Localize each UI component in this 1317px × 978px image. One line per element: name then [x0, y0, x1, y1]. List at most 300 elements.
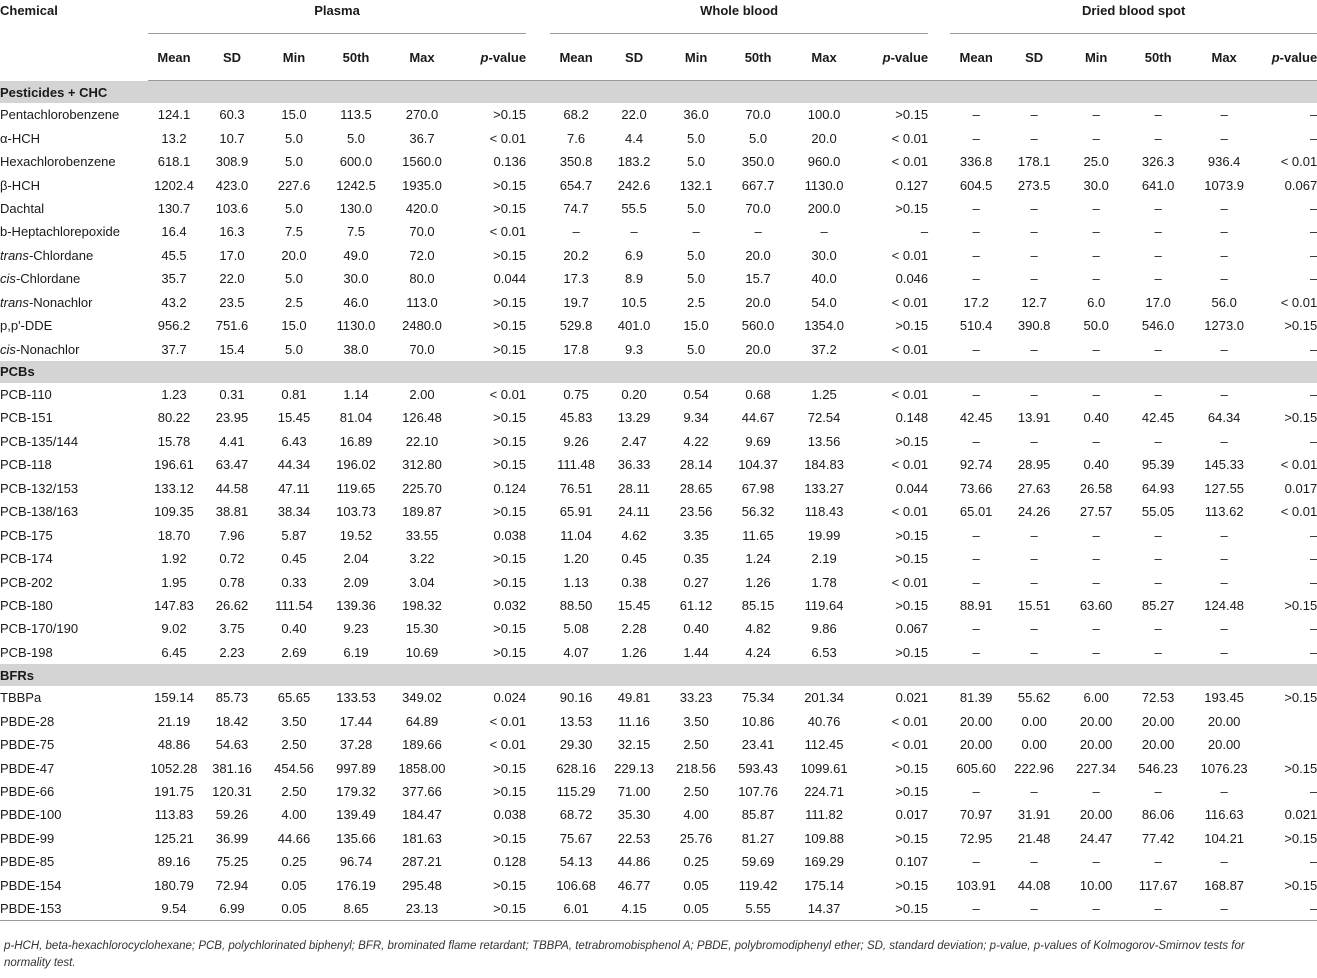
stat-header: SD	[1002, 34, 1066, 81]
value-cell: 159.14	[154, 690, 194, 706]
p-value-cell: < 0.01	[891, 130, 929, 146]
p-value-cell: >0.15	[493, 341, 527, 357]
value-cell: 23.41	[741, 737, 775, 753]
column-gap	[928, 126, 950, 149]
column-gap	[526, 291, 550, 314]
section-header-row	[0, 664, 1317, 686]
value-cell: –	[972, 527, 980, 543]
table-row	[0, 641, 1317, 664]
value-cell: 7.5	[284, 224, 304, 240]
value-cell: 1202.4	[154, 177, 194, 193]
value-cell: 12.7	[1021, 294, 1047, 310]
value-cell: 35.30	[617, 807, 651, 823]
column-gap	[928, 710, 950, 733]
value-cell: 0.25	[281, 854, 307, 870]
p-value-cell: >0.15	[493, 830, 527, 846]
value-cell: –	[692, 224, 700, 240]
value-cell: 61.12	[679, 597, 713, 613]
value-cell: 27.63	[1017, 480, 1051, 496]
value-cell: 18.70	[157, 527, 191, 543]
chemical-name: TBBPa	[0, 690, 42, 706]
chemical-name: PCB-135/144	[0, 433, 79, 449]
value-cell: –	[1092, 854, 1100, 870]
stat-header: Mean	[950, 34, 1002, 81]
value-cell: 25.0	[1083, 154, 1109, 170]
chemical-base-name: Chlordane	[33, 247, 94, 263]
value-cell: 63.47	[215, 457, 249, 473]
value-cell: 2.23	[219, 644, 245, 660]
column-gap	[526, 126, 550, 149]
value-cell: 103.73	[336, 504, 376, 520]
value-cell: 70.0	[745, 200, 771, 216]
column-gap	[526, 547, 550, 570]
value-cell: 44.34	[277, 457, 311, 473]
column-gap	[526, 430, 550, 453]
p-value-cell: –	[1309, 784, 1317, 800]
value-cell: –	[1190, 897, 1258, 921]
value-cell: –	[1030, 433, 1038, 449]
value-cell: 17.0	[219, 247, 245, 263]
value-cell: –	[1092, 784, 1100, 800]
p-value-cell: < 0.01	[891, 574, 929, 590]
value-cell: 70.0	[409, 341, 435, 357]
value-cell: –	[1220, 644, 1228, 660]
value-cell: 15.51	[1017, 597, 1051, 613]
value-cell: –	[972, 271, 980, 287]
table-row	[0, 103, 1317, 126]
value-cell: –	[1220, 551, 1228, 567]
value-cell: 60.3	[219, 107, 245, 123]
column-gap	[928, 686, 950, 709]
p-value-cell: >0.15	[493, 574, 527, 590]
value-cell: –	[1154, 387, 1162, 403]
value-cell: –	[1030, 341, 1038, 357]
chemical-name: PBDE-66	[0, 784, 55, 800]
value-cell: 3.35	[683, 527, 709, 543]
value-cell: 106.68	[556, 877, 596, 893]
p-value-cell: 0.021	[895, 690, 929, 706]
chemical-header: Chemical	[0, 3, 58, 18]
value-cell: 117.67	[1138, 877, 1178, 893]
p-value-cell: < 0.01	[1280, 154, 1317, 170]
value-cell: 0.27	[683, 574, 709, 590]
stat-header: Mean	[148, 34, 200, 81]
plasma-header: Plasma	[148, 3, 526, 34]
value-cell: 4.62	[621, 527, 647, 543]
value-cell: 55.62	[1017, 690, 1051, 706]
p-value-cell: >0.15	[493, 200, 527, 216]
stat-header: SD	[602, 34, 666, 81]
value-cell: 1.14	[343, 387, 369, 403]
table-row	[0, 570, 1317, 593]
value-cell: 0.00	[1021, 737, 1047, 753]
value-cell: 10.86	[741, 713, 775, 729]
value-cell: 3.04	[409, 574, 435, 590]
value-cell: –	[1154, 433, 1162, 449]
value-cell: –	[1092, 224, 1100, 240]
table-body	[0, 81, 1317, 921]
value-cell: 7.6	[567, 130, 586, 146]
value-cell: 0.40	[1083, 410, 1109, 426]
value-cell: 6.53	[811, 644, 837, 660]
value-cell: –	[1002, 897, 1066, 921]
value-cell: 350.0	[741, 154, 775, 170]
value-cell: 13.29	[617, 410, 651, 426]
value-cell: 28.11	[618, 480, 650, 496]
value-cell: 222.96	[1014, 760, 1055, 776]
value-cell: 104.37	[738, 457, 778, 473]
value-cell: –	[754, 224, 762, 240]
value-cell: 22.53	[617, 830, 651, 846]
value-cell: 1935.0	[402, 177, 442, 193]
value-cell: 18.42	[215, 713, 249, 729]
stat-header: p-value	[456, 34, 526, 81]
value-cell: 20.00	[1079, 737, 1113, 753]
value-cell: 17.8	[563, 341, 589, 357]
value-cell: –	[1154, 224, 1162, 240]
value-cell: 72.95	[959, 830, 993, 846]
value-cell: 654.7	[559, 177, 593, 193]
value-cell: 377.66	[402, 784, 442, 800]
column-gap	[526, 756, 550, 779]
value-cell: 604.5	[959, 177, 993, 193]
p-value-cell: < 0.01	[891, 737, 929, 753]
p-value-cell: –	[1309, 574, 1317, 590]
value-cell: 36.0	[683, 107, 709, 123]
value-cell: 111.82	[805, 807, 843, 823]
column-gap	[526, 523, 550, 546]
p-value-cell: < 0.01	[891, 713, 929, 729]
p-value-cell: 0.067	[895, 621, 929, 637]
table-row	[0, 150, 1317, 173]
value-cell: 20.0	[745, 341, 771, 357]
chemical-name: PCB-175	[0, 527, 53, 543]
value-cell: 54.13	[559, 854, 593, 870]
p-value-cell: >0.15	[895, 644, 929, 660]
value-cell: 176.19	[336, 877, 376, 893]
column-gap	[526, 780, 550, 803]
value-cell: –	[1220, 574, 1228, 590]
value-cell: 133.53	[336, 690, 376, 706]
value-cell: 1.13	[563, 574, 589, 590]
value-cell: 9.26	[563, 433, 589, 449]
value-cell: 3.75	[219, 621, 245, 637]
value-cell: 641.0	[1141, 177, 1175, 193]
column-gap	[526, 733, 550, 756]
value-cell: 401.0	[617, 318, 651, 334]
value-cell: –	[1154, 574, 1162, 590]
value-cell: –	[1220, 200, 1228, 216]
value-cell: 273.5	[1017, 177, 1051, 193]
value-cell: –	[1220, 341, 1228, 357]
p-value-cell: < 0.01	[489, 130, 527, 146]
group-header-row	[0, 3, 1317, 34]
column-gap	[928, 850, 950, 873]
value-cell: 112.45	[804, 737, 844, 753]
value-cell: 20.0	[281, 247, 307, 263]
p-value-cell: >0.15	[493, 318, 527, 334]
value-cell: 2.00	[409, 387, 435, 403]
p-value-cell: >0.15	[895, 760, 929, 776]
column-gap	[928, 267, 950, 290]
value-cell: 0.05	[666, 897, 726, 921]
table-row	[0, 314, 1317, 337]
p-value-cell: < 0.01	[489, 387, 527, 403]
value-cell: 92.74	[959, 457, 993, 473]
value-cell: 81.04	[339, 410, 373, 426]
value-cell: 628.16	[556, 760, 596, 776]
value-cell: 70.0	[409, 224, 435, 240]
column-gap	[526, 617, 550, 640]
p-value-cell: >0.15	[493, 621, 527, 637]
column-gap	[526, 874, 550, 897]
value-cell: 0.81	[281, 387, 307, 403]
value-cell: 44.58	[215, 480, 249, 496]
chemical-name	[0, 267, 148, 290]
value-cell: 1.23	[161, 387, 187, 403]
value-cell: 936.4	[1207, 154, 1241, 170]
value-cell: 1.92	[161, 551, 187, 567]
value-cell: 1273.0	[1204, 318, 1245, 334]
value-cell: 95.39	[1141, 457, 1175, 473]
chemical-name: β-HCH	[0, 177, 40, 193]
p-value-cell: >0.15	[493, 644, 527, 660]
value-cell: –	[1030, 271, 1038, 287]
p-value-cell: >0.15	[895, 200, 929, 216]
value-cell: 1858.00	[398, 760, 446, 776]
p-value-cell: < 0.01	[489, 737, 527, 753]
column-gap	[526, 337, 550, 360]
value-cell: 4.24	[745, 644, 771, 660]
value-cell: 33.55	[405, 527, 439, 543]
p-value-cell: –	[1309, 551, 1317, 567]
value-cell: 1076.23	[1200, 760, 1248, 776]
value-cell: –	[972, 387, 980, 403]
value-cell: 15.78	[157, 433, 191, 449]
p-value-cell: –	[1309, 130, 1317, 146]
chemical-name	[0, 291, 148, 314]
value-cell: 113.0	[406, 294, 438, 310]
value-cell: 0.45	[621, 551, 647, 567]
value-cell: 23.95	[215, 410, 249, 426]
value-cell: 17.2	[963, 294, 989, 310]
value-cell: –	[1154, 621, 1162, 637]
column-gap	[928, 337, 950, 360]
value-cell: 23.5	[219, 294, 245, 310]
value-cell: 2.5	[284, 294, 304, 310]
value-cell: 38.34	[277, 504, 311, 520]
stat-header: Max	[388, 34, 456, 81]
value-cell: 36.7	[409, 130, 435, 146]
value-cell: 130.0	[339, 200, 373, 216]
value-cell: 139.49	[336, 807, 376, 823]
table-row	[0, 337, 1317, 360]
value-cell: –	[1030, 247, 1038, 263]
value-cell: 103.6	[215, 200, 249, 216]
chemical-name: p,p'-DDE	[0, 318, 53, 334]
value-cell: 0.38	[621, 574, 647, 590]
chemical-name: PBDE-75	[0, 737, 55, 753]
value-cell: 65.91	[559, 504, 593, 520]
value-cell: 0.45	[281, 551, 307, 567]
p-value-cell: –	[1309, 433, 1317, 449]
value-cell: 37.2	[811, 341, 837, 357]
value-cell: 15.0	[281, 318, 307, 334]
value-cell: 0.00	[1021, 713, 1047, 729]
p-value-cell: >0.15	[895, 784, 929, 800]
value-cell: 8.65	[324, 897, 388, 921]
value-cell: 9.54	[148, 897, 200, 921]
value-cell: 22.0	[219, 271, 245, 287]
value-cell: 189.66	[402, 737, 442, 753]
value-cell: –	[1154, 341, 1162, 357]
value-cell: 2.28	[621, 621, 647, 637]
value-cell: 20.0	[745, 294, 771, 310]
value-cell: 10.69	[405, 644, 439, 660]
value-cell: –	[1030, 107, 1038, 123]
value-cell: 37.7	[161, 341, 187, 357]
table-row	[0, 197, 1317, 220]
chemical-name: PCB-170/190	[0, 621, 79, 637]
value-cell: 20.00	[1207, 713, 1241, 729]
value-cell: –	[1030, 200, 1038, 216]
p-value-cell: 0.044	[493, 271, 527, 287]
value-cell: 64.89	[405, 713, 439, 729]
value-cell: 0.25	[683, 854, 709, 870]
stat-header: 50th	[726, 34, 790, 81]
column-gap	[526, 850, 550, 873]
value-cell: 2.19	[811, 551, 837, 567]
value-cell: 37.28	[339, 737, 373, 753]
value-cell: 9.3	[625, 341, 644, 357]
column-gap	[928, 291, 950, 314]
column-gap	[526, 803, 550, 826]
stat-header: p-value	[1258, 34, 1317, 81]
column-gap	[526, 827, 550, 850]
value-cell: –	[1092, 247, 1100, 263]
column-gap	[526, 173, 550, 196]
value-cell: 68.2	[563, 107, 589, 123]
value-cell: 25.76	[679, 830, 713, 846]
value-cell: 20.2	[563, 247, 589, 263]
table-footnote: p-HCH, beta-hexachlorocyclohexane; PCB, polychlorinated biphenyl; BFR, brominated flame retardant; TBBPA, tetrabromobisphenol A; PBDE, polybromodiphenyl ether; SD, standard deviation; p-value, p-values of Kolmogorov-Smirnov tests for normality test.	[4, 940, 1245, 969]
column-gap	[928, 570, 950, 593]
table-row	[0, 710, 1317, 733]
value-cell: 15.45	[277, 410, 311, 426]
value-cell: 126.48	[402, 410, 442, 426]
value-cell: 77.42	[1141, 830, 1175, 846]
column-gap	[928, 803, 950, 826]
value-cell: –	[1154, 551, 1162, 567]
value-cell: 0.75	[563, 387, 589, 403]
p-value-cell: –	[1309, 271, 1317, 287]
value-cell: 17.3	[563, 271, 589, 287]
value-cell: –	[1220, 527, 1228, 543]
column-gap	[928, 547, 950, 570]
column-gap	[526, 244, 550, 267]
value-cell: –	[972, 784, 980, 800]
chemical-prefix: trans-	[0, 247, 34, 263]
chemical-name: b-Heptachlorepoxide	[0, 224, 120, 240]
p-value-cell: 0.024	[493, 690, 527, 706]
value-cell: –	[1030, 527, 1038, 543]
value-cell: 17.44	[339, 713, 373, 729]
value-cell: 21.19	[157, 713, 191, 729]
value-cell: 201.34	[804, 690, 844, 706]
chemical-name: PBDE-153	[0, 897, 148, 921]
value-cell: –	[972, 247, 980, 263]
p-value-cell: 0.067	[1284, 177, 1317, 193]
p-value-cell: –	[1309, 621, 1317, 637]
value-cell: –	[1154, 644, 1162, 660]
value-cell: 54.63	[215, 737, 249, 753]
table-row	[0, 897, 1317, 921]
value-cell: 287.21	[402, 854, 442, 870]
value-cell: 15.45	[617, 597, 651, 613]
value-cell: –	[972, 621, 980, 637]
value-cell: 30.0	[343, 271, 369, 287]
value-cell: 38.81	[215, 504, 249, 520]
column-gap	[526, 641, 550, 664]
value-cell: 19.7	[563, 294, 589, 310]
value-cell: 3.50	[281, 713, 307, 729]
value-cell: –	[972, 854, 980, 870]
value-cell: 2.50	[281, 784, 307, 800]
column-gap	[928, 523, 950, 546]
value-cell: –	[1030, 224, 1038, 240]
value-cell: –	[1030, 130, 1038, 146]
value-cell: –	[1154, 200, 1162, 216]
value-cell: 139.36	[336, 597, 376, 613]
table-row	[0, 291, 1317, 314]
value-cell: 75.25	[215, 854, 249, 870]
value-cell: 13.56	[807, 433, 841, 449]
table-row	[0, 803, 1317, 826]
value-cell: 127.55	[1204, 480, 1245, 496]
value-cell: 111.48	[557, 457, 595, 473]
p-value-cell: < 0.01	[891, 294, 929, 310]
value-cell: –	[1220, 224, 1228, 240]
value-cell: 0.05	[264, 897, 324, 921]
column-gap	[526, 477, 550, 500]
p-value-cell: >0.15	[1284, 690, 1317, 706]
chemical-base-name: Nonachlor	[20, 341, 80, 357]
column-gap	[526, 500, 550, 523]
value-cell: 46.0	[343, 294, 369, 310]
p-value-cell: >0.15	[1284, 318, 1317, 334]
value-cell: 3.22	[409, 551, 435, 567]
value-cell: –	[1154, 527, 1162, 543]
value-cell: 33.23	[679, 690, 713, 706]
value-cell: 6.43	[281, 433, 307, 449]
value-cell: –	[1154, 854, 1162, 870]
value-cell: 0.33	[281, 574, 307, 590]
value-cell: 218.56	[676, 760, 716, 776]
table-row	[0, 874, 1317, 897]
value-cell: 30.0	[1083, 177, 1109, 193]
value-cell: 16.3	[219, 224, 245, 240]
column-gap	[526, 897, 550, 921]
value-cell: –	[972, 130, 980, 146]
value-cell: 103.91	[956, 877, 997, 893]
value-cell: 145.33	[1204, 457, 1245, 473]
chemical-name: α-HCH	[0, 130, 41, 146]
p-value-cell: < 0.01	[1280, 457, 1317, 473]
table-row	[0, 617, 1317, 640]
value-cell: 8.9	[625, 271, 644, 287]
p-value-cell: 0.136	[493, 154, 527, 170]
section-header-row	[0, 361, 1317, 383]
